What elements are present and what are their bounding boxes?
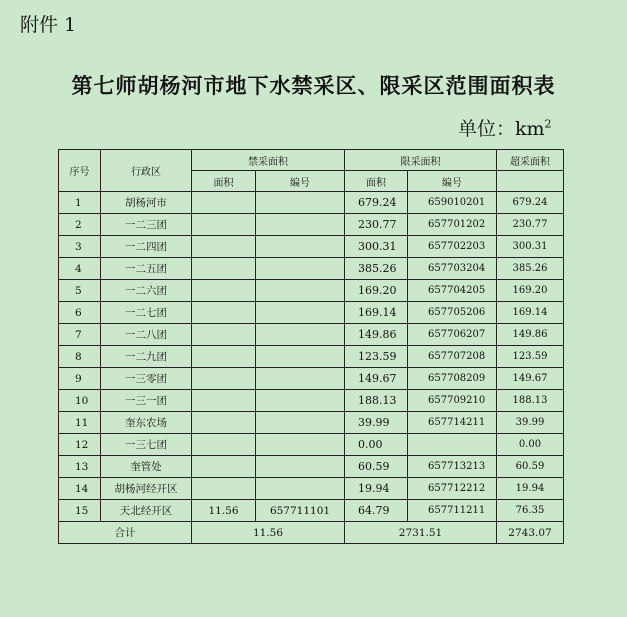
- row-ban-code-cell: [256, 214, 345, 236]
- row-over-area-cell: 230.77: [497, 214, 564, 236]
- table-row: [59, 280, 564, 302]
- row-ban-area-cell: [192, 412, 256, 434]
- row-limit-area-cell: 123.59: [345, 346, 408, 368]
- row-limit-code-cell: 657711211: [408, 500, 497, 522]
- unit-text: 单位：km: [458, 118, 545, 140]
- row-ban-area-cell: [192, 280, 256, 302]
- header-district: 行政区: [101, 150, 192, 192]
- row-limit-area-cell: 0.00: [345, 434, 408, 456]
- row-ban-code-cell: [256, 368, 345, 390]
- row-ban-code-cell: [256, 456, 345, 478]
- row-over-area-cell: 679.24: [497, 192, 564, 214]
- row-seq-cell: 8: [59, 346, 101, 368]
- row-limit-area-cell: 39.99: [345, 412, 408, 434]
- row-over-area-cell: 39.99: [497, 412, 564, 434]
- table-row: [59, 214, 564, 236]
- row-district-cell: 一三七团: [101, 434, 192, 456]
- table-row: [59, 258, 564, 280]
- row-limit-code-cell: 657707208: [408, 346, 497, 368]
- row-ban-area-cell: 11.56: [192, 500, 256, 522]
- row-limit-code-cell: 657713213: [408, 456, 497, 478]
- row-seq-cell: 15: [59, 500, 101, 522]
- table-row: [59, 500, 564, 522]
- total-ban: 11.56: [192, 522, 345, 544]
- table-row: [59, 192, 564, 214]
- header-limit-area: 限采面积: [345, 150, 497, 171]
- row-district-cell: 胡杨河市: [101, 192, 192, 214]
- row-limit-code-cell: 657703204: [408, 258, 497, 280]
- row-over-area-cell: 0.00: [497, 434, 564, 456]
- header-over-sub: [497, 171, 564, 192]
- row-limit-area-cell: 19.94: [345, 478, 408, 500]
- row-seq-cell: 6: [59, 302, 101, 324]
- row-limit-area-cell: 300.31: [345, 236, 408, 258]
- row-seq-cell: 7: [59, 324, 101, 346]
- row-over-area-cell: 19.94: [497, 478, 564, 500]
- row-seq-cell: 2: [59, 214, 101, 236]
- unit-label: [458, 114, 552, 141]
- row-limit-area-cell: 169.14: [345, 302, 408, 324]
- row-over-area-cell: 149.67: [497, 368, 564, 390]
- row-district-cell: 一三一团: [101, 390, 192, 412]
- table-body: [59, 150, 564, 544]
- row-seq-cell: 1: [59, 192, 101, 214]
- row-ban-code-cell: [256, 324, 345, 346]
- row-ban-code-cell: [256, 302, 345, 324]
- table-row: [59, 456, 564, 478]
- area-table: [58, 149, 564, 544]
- total-over: 2743.07: [497, 522, 564, 544]
- row-ban-code-cell: [256, 236, 345, 258]
- row-ban-code-cell: [256, 478, 345, 500]
- row-over-area-cell: 169.20: [497, 280, 564, 302]
- table-row: [59, 236, 564, 258]
- row-limit-code-cell: 657708209: [408, 368, 497, 390]
- header-limit-sub-code: 编号: [408, 171, 497, 192]
- total-label: 合计: [59, 522, 192, 544]
- row-limit-area-cell: 679.24: [345, 192, 408, 214]
- row-district-cell: 一二九团: [101, 346, 192, 368]
- row-district-cell: 胡杨河经开区: [101, 478, 192, 500]
- row-over-area-cell: 385.26: [497, 258, 564, 280]
- page-title: 第七师胡杨河市地下水禁采区、限采区范围面积表: [71, 73, 556, 98]
- row-district-cell: 一二五团: [101, 258, 192, 280]
- row-over-area-cell: 123.59: [497, 346, 564, 368]
- row-ban-code-cell: [256, 434, 345, 456]
- row-limit-code-cell: 657706207: [408, 324, 497, 346]
- row-over-area-cell: 149.86: [497, 324, 564, 346]
- row-limit-code-cell: 657701202: [408, 214, 497, 236]
- row-over-area-cell: 300.31: [497, 236, 564, 258]
- row-district-cell: 奎管处: [101, 456, 192, 478]
- row-district-cell: 奎东农场: [101, 412, 192, 434]
- row-seq-cell: 11: [59, 412, 101, 434]
- row-limit-area-cell: 230.77: [345, 214, 408, 236]
- table-row: [59, 478, 564, 500]
- header-ban-sub-code: 编号: [256, 171, 345, 192]
- row-district-cell: 一三零团: [101, 368, 192, 390]
- table-row: [59, 390, 564, 412]
- row-seq-cell: 3: [59, 236, 101, 258]
- unit-superscript: 2: [544, 117, 552, 131]
- row-district-cell: 天北经开区: [101, 500, 192, 522]
- total-row: [59, 522, 564, 544]
- attachment-label: 附件 1: [20, 14, 77, 36]
- row-limit-code-cell: 657714211: [408, 412, 497, 434]
- row-ban-area-cell: [192, 302, 256, 324]
- row-ban-code-cell: [256, 280, 345, 302]
- row-limit-code-cell: [408, 434, 497, 456]
- row-district-cell: 一二八团: [101, 324, 192, 346]
- row-limit-area-cell: 64.79: [345, 500, 408, 522]
- row-seq-cell: 9: [59, 368, 101, 390]
- row-limit-area-cell: 385.26: [345, 258, 408, 280]
- table-row: [59, 368, 564, 390]
- row-ban-area-cell: [192, 478, 256, 500]
- table-row: [59, 412, 564, 434]
- header-ban-area: 禁采面积: [192, 150, 345, 171]
- header-ban-sub-area: 面积: [192, 171, 256, 192]
- row-ban-code-cell: [256, 390, 345, 412]
- row-limit-code-cell: 657702203: [408, 236, 497, 258]
- row-ban-area-cell: [192, 390, 256, 412]
- row-district-cell: 一二六团: [101, 280, 192, 302]
- row-ban-code-cell: [256, 346, 345, 368]
- row-limit-area-cell: 149.67: [345, 368, 408, 390]
- row-limit-area-cell: 149.86: [345, 324, 408, 346]
- row-ban-area-cell: [192, 368, 256, 390]
- row-over-area-cell: 60.59: [497, 456, 564, 478]
- row-over-area-cell: 188.13: [497, 390, 564, 412]
- row-seq-cell: 12: [59, 434, 101, 456]
- row-seq-cell: 14: [59, 478, 101, 500]
- row-ban-area-cell: [192, 192, 256, 214]
- row-seq-cell: 10: [59, 390, 101, 412]
- row-district-cell: 一二七团: [101, 302, 192, 324]
- row-ban-code-cell: [256, 192, 345, 214]
- row-ban-code-cell: 657711101: [256, 500, 345, 522]
- row-limit-area-cell: 188.13: [345, 390, 408, 412]
- row-limit-area-cell: 169.20: [345, 280, 408, 302]
- row-over-area-cell: 76.35: [497, 500, 564, 522]
- row-limit-code-cell: 657709210: [408, 390, 497, 412]
- row-limit-area-cell: 60.59: [345, 456, 408, 478]
- row-district-cell: 一二四团: [101, 236, 192, 258]
- row-limit-code-cell: 657704205: [408, 280, 497, 302]
- row-ban-area-cell: [192, 434, 256, 456]
- header-over-area: 超采面积: [497, 150, 564, 171]
- table-row: [59, 346, 564, 368]
- row-ban-code-cell: [256, 412, 345, 434]
- row-ban-area-cell: [192, 346, 256, 368]
- row-seq-cell: 5: [59, 280, 101, 302]
- row-seq-cell: 13: [59, 456, 101, 478]
- row-limit-code-cell: 659010201: [408, 192, 497, 214]
- table-row: [59, 434, 564, 456]
- row-ban-code-cell: [256, 258, 345, 280]
- row-ban-area-cell: [192, 236, 256, 258]
- row-ban-area-cell: [192, 324, 256, 346]
- row-seq-cell: 4: [59, 258, 101, 280]
- row-ban-area-cell: [192, 258, 256, 280]
- table-row: [59, 302, 564, 324]
- row-limit-code-cell: 657712212: [408, 478, 497, 500]
- row-over-area-cell: 169.14: [497, 302, 564, 324]
- total-limit: 2731.51: [345, 522, 497, 544]
- row-ban-area-cell: [192, 456, 256, 478]
- row-limit-code-cell: 657705206: [408, 302, 497, 324]
- header-seq: 序号: [59, 150, 101, 192]
- header-row-1: [59, 150, 564, 171]
- header-limit-sub-area: 面积: [345, 171, 408, 192]
- row-district-cell: 一二三团: [101, 214, 192, 236]
- table-row: [59, 324, 564, 346]
- row-ban-area-cell: [192, 214, 256, 236]
